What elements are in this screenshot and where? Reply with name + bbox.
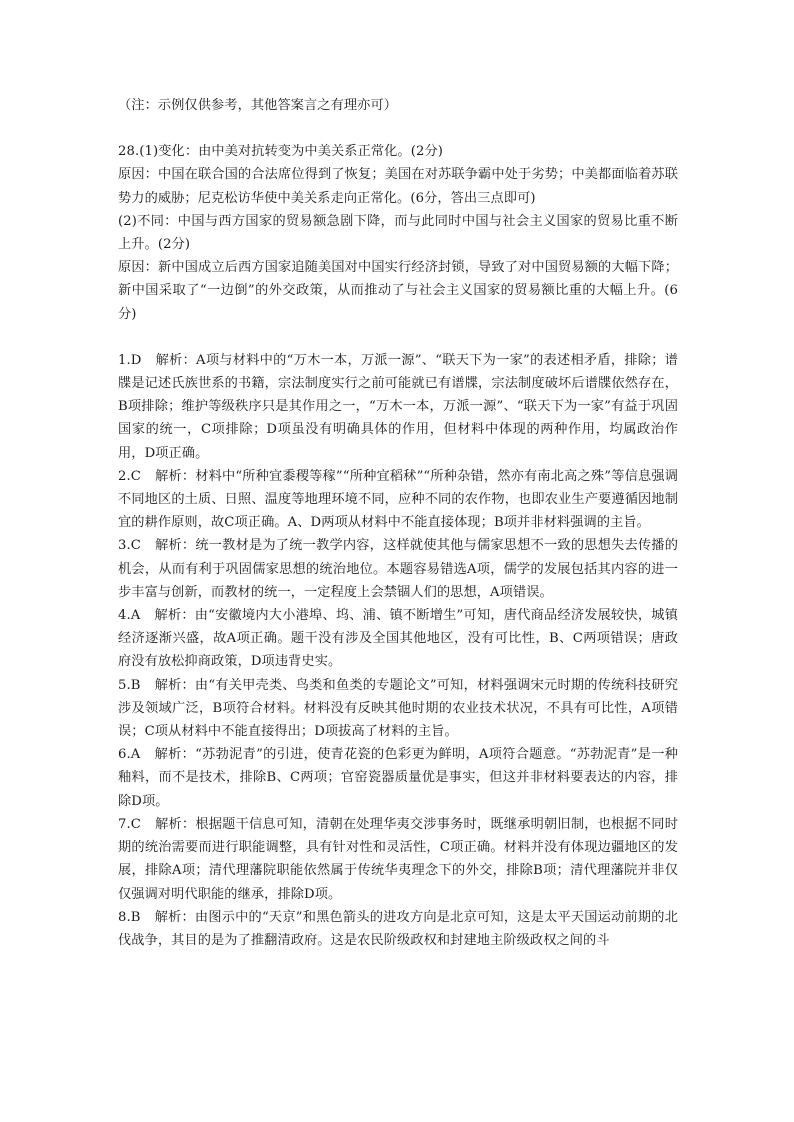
answer-number: 7.C bbox=[118, 816, 141, 832]
answer-number: 8.B bbox=[118, 909, 141, 925]
q28-part1-change: 28.(1)变化：由中美对抗转变为中美关系正常化。(2分) bbox=[118, 144, 443, 160]
answer-number: 4.A bbox=[118, 608, 141, 624]
q28-part1-reason: 原因：中国在联合国的合法席位得到了恢复；美国在对苏联争霸中处于劣势；中美都面临着苏联势力的威胁；尼克松访华使中美关系走向正常化。(6分，答出三点即可) bbox=[118, 167, 678, 206]
answer-item-7 bbox=[118, 813, 678, 906]
answer-explanation: 解析：A项与材料中的“万木一本，万派一源”、“联天下为一家”的表述相矛盾，排除；谱牒是记述氏族世系的书籍，宗法制度实行之前可能就已有谱牒，宗法制度破坏后谱牒依然存在，B项排除；维护等级秩序只是其作用之一，“万木一本，万派一源”、“联天下为一家”有益于巩固国家的统一，C项排除；D项虽没有明确具体的作用，但材料中体现的两种作用，均属政治作用，D项正确。 bbox=[118, 352, 678, 461]
answer-item-2 bbox=[118, 465, 678, 535]
spacer bbox=[118, 117, 678, 140]
reference-note: （注：示例仅供参考，其他答案言之有理亦可） bbox=[118, 98, 398, 113]
answer-number: 6.A bbox=[118, 747, 141, 763]
answer-explanation: 解析：根据题干信息可知，清朝在处理华夷交涉事务时，既继承明朝旧制，也根据不同时期的统治需要而进行职能调整，具有针对性和灵活性，C项正确。材料并没有体现边疆地区的发展，排除A项；清代理藩院职能依然属于传统华夷理念下的外交，排除B项；清代理藩院并非仅仅强调对明代职能的继承，排除D项。 bbox=[118, 816, 678, 902]
answer-number: 5.B bbox=[118, 677, 141, 693]
answer-number: 2.C bbox=[118, 468, 141, 484]
answer-number: 3.C bbox=[118, 538, 141, 554]
answer-item-5 bbox=[118, 674, 678, 744]
answer-explanation: 解析：材料中“所种宜黍稷等稼”“所种宜稻秫”“所种杂错，然亦有南北高之殊”等信息强调不同地区的土质、日照、温度等地理环境不同，应种不同的农作物，也即农业生产要遵循因地制宜的耕作原则，故C项正确。A、D两项从材料中不能直接体现；B项并非材料强调的主旨。 bbox=[118, 468, 678, 531]
answer-explanation: 解析：统一教材是为了统一教学内容，这样就使其他与儒家思想不一致的思想失去传播的机会，从而有利于巩固儒家思想的统治地位。本题容易错选A项，儒学的发展包括其内容的进一步丰富与创新，而教材的统一，一定程度上会禁锢人们的思想，A项错误。 bbox=[118, 538, 678, 600]
answer-number: 1.D bbox=[118, 352, 142, 368]
answer-item-1 bbox=[118, 349, 678, 465]
question-28-answer bbox=[118, 140, 678, 326]
answer-item-6 bbox=[118, 743, 678, 813]
answer-explanation: 解析：由“安徽境内大小港埠、坞、浦、镇不断增生”可知，唐代商品经济发展较快，城镇经济逐渐兴盛，故A项正确。题干没有涉及全国其他地区，没有可比性，B、C两项错误；唐政府没有放松抑商政策，D项违背史实。 bbox=[118, 608, 678, 670]
q28-part2-reason: 原因：新中国成立后西方国家追随美国对中国实行经济封锁，导致了对中国贸易额的大幅下降；新中国采取了“一边倒”的外交政策，从而推动了与社会主义国家的贸易额比重的大幅上升。(6分) bbox=[118, 260, 678, 322]
answer-explanation: 解析：由图示中的“天京”和黑色箭头的进攻方向是北京可知，这是太平天国运动前期的北伐战争，其目的是为了推翻清政府。这是农民阶级政权和封建地主阶级政权之间的斗 bbox=[118, 909, 678, 948]
q28-part2-difference: (2)不同：中国与西方国家的贸易额急剧下降，而与此同时中国与社会主义国家的贸易比重不断上升。(2分) bbox=[118, 213, 678, 253]
answer-explanation: 解析：“苏勃泥青”的引进，使青花瓷的色彩更为鲜明，A项符合题意。“苏勃泥青”是一种釉料，而不是技术，排除B、C两项；官窑瓷器质量优是事实，但这并非材料要表达的内容，排除D项。 bbox=[118, 747, 678, 809]
spacer bbox=[118, 326, 678, 349]
answer-explanation: 解析：由“有关甲壳类、鸟类和鱼类的专题论文”可知，材料强调宋元时期的传统科技研究涉及领域广泛，B项符合材料。材料没有反映其他时期的农业技术状况，不具有可比性，A项错误；C项从材料中不能直接得出；D项拔高了材料的主旨。 bbox=[118, 677, 678, 740]
answer-item-3 bbox=[118, 534, 678, 604]
answer-sheet-content bbox=[118, 94, 678, 952]
answer-item-4 bbox=[118, 604, 678, 674]
multiple-choice-answers bbox=[118, 349, 678, 952]
answer-item-8 bbox=[118, 906, 678, 952]
